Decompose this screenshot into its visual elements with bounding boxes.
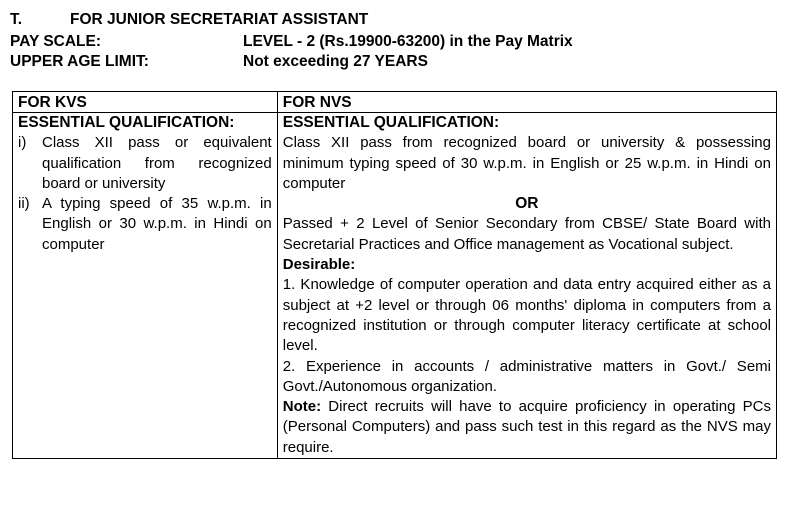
desirable-label: Desirable:	[282, 256, 356, 274]
note-text: Direct recruits will have to acquire proficiency in operating PCs (Personal Computers) and pass such test in this regard as the NVS may require.	[282, 398, 771, 456]
pay-scale-value: LEVEL - 2 (Rs.19900-63200) in the Pay Matrix	[243, 33, 573, 50]
kvs-item-text: A typing speed of 35 w.p.m. in English or 30 w.p.m. in Hindi on computer	[42, 195, 272, 253]
or-separator: OR	[515, 195, 539, 213]
note-block	[283, 397, 771, 458]
qualification-table	[12, 91, 777, 459]
pay-scale-label: PAY SCALE:	[10, 33, 102, 50]
nvs-qualification-cell	[277, 113, 776, 459]
age-limit-label: UPPER AGE LIMIT:	[10, 53, 149, 70]
pay-scale-row	[10, 32, 573, 51]
desirable-item: 1. Knowledge of computer operation and data entry acquired either as a subject at +2 level or through 06 months' diploma in computers from a recognized institution or through computer literacy certificate at school level.	[282, 276, 771, 355]
kvs-column-header: FOR KVS	[13, 92, 278, 113]
kvs-essential-label: ESSENTIAL QUALIFICATION:	[18, 114, 235, 131]
section-letter: T.	[10, 11, 23, 28]
kvs-item-number: ii)	[18, 195, 30, 213]
nvs-essential-label: ESSENTIAL QUALIFICATION:	[282, 114, 500, 131]
kvs-item-number: i)	[18, 134, 27, 152]
kvs-item	[18, 194, 272, 255]
kvs-qualification-cell	[13, 113, 278, 459]
age-limit-value: Not exceeding 27 YEARS	[243, 53, 428, 70]
kvs-item-text: Class XII pass or equivalent qualification from recognized board or university	[42, 134, 272, 192]
kvs-item	[18, 133, 272, 194]
section-title: FOR JUNIOR SECRETARIAT ASSISTANT	[70, 11, 369, 28]
nvs-essential-text: Class XII pass from recognized board or university & possessing minimum typing speed of 30 w.p.m. in English or 25 w.p.m. in Hindi on computer	[282, 134, 771, 192]
age-limit-row	[10, 52, 428, 71]
section-heading	[10, 10, 369, 29]
nvs-column-header: FOR NVS	[277, 92, 776, 113]
table-header-row	[13, 92, 777, 113]
nvs-alternative-text: Passed + 2 Level of Senior Secondary from CBSE/ State Board with Secretarial Practices and Office management as Vocational subject.	[282, 215, 771, 253]
desirable-item: 2. Experience in accounts / administrative matters in Govt./ Semi Govt./Autonomous organization.	[282, 357, 771, 395]
note-label: Note:	[282, 398, 322, 416]
table-body-row	[13, 113, 777, 459]
